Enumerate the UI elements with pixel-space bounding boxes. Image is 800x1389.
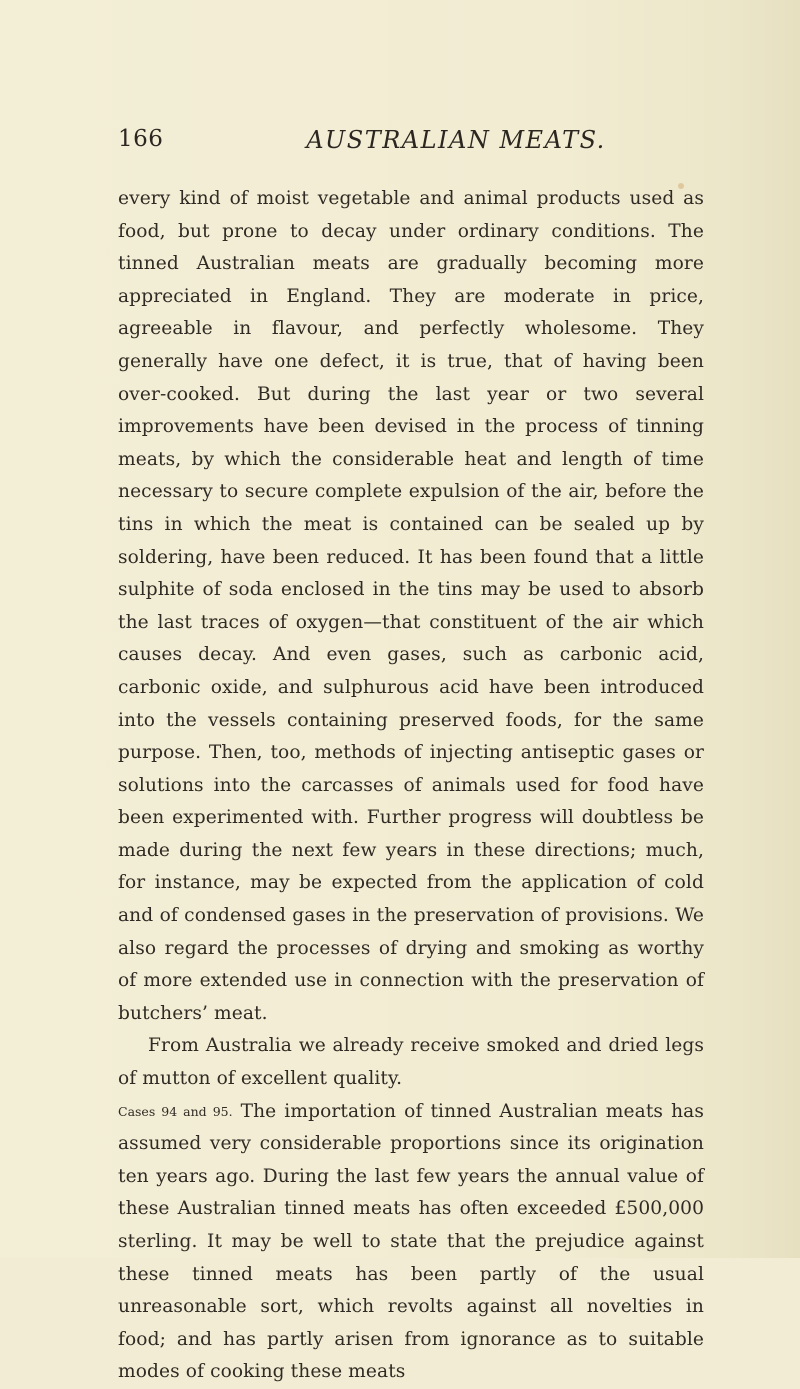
page-number: 166 — [118, 126, 164, 152]
running-head: AUSTRALIAN MEATS. — [306, 126, 606, 154]
body-text — [118, 183, 704, 1389]
paragraph: From Australia we already receive smoked and dried legs of mutton of excellent quality. — [118, 1035, 704, 1090]
side-note: Cases 94 and 95. — [118, 1103, 233, 1119]
page-header — [118, 126, 704, 166]
paragraph-with-side-note — [118, 1096, 704, 1389]
paragraph-text: The importation of tinned Australian meats has assumed very considerable proportions since its origination ten years ago. During the last few years the annual value of these Australian tinned meats has often exceeded £500,000 sterling. It may be well to state that the prejudice against these tinned meats has been partly of the usual unreasonable sort, which revolts against all novelties in food; and has partly arisen from ignorance as to suitable modes of cooking these meats — [118, 1100, 704, 1383]
paragraph: every kind of moist vegetable and animal products used as food, but prone to decay under ordinary conditions. The tinned Australian meats are gradually becoming more appreciated in England. They are moderate in price, agreeable in flavour, and perfectly wholesome. They generally have one defect, it is true, that of having been over-cooked. But during the last year or two several improvements have been devised in the process of tinning meats, by which the considerable heat and length of time necessary to secure complete expulsion of the air, before the tins in which the meat is contained can be sealed up by soldering, have been reduced. It has been found that a little sulphite of soda enclosed in the tins may be used to absorb the last traces of oxygen—that constituent of the air which causes decay. And even gases, such as carbonic acid, carbonic oxide, and sulphurous acid have been introduced into the vessels containing preserved foods, for the same purpose. Then, too, methods of injecting antiseptic gases or solutions into the carcasses of animals used for food have been experimented with. Further progress will doubtless be made during the next few years in these directions; much, for instance, may be expected from the application of cold and of condensed gases in the preservation of provisions. We also regard the processes of drying and smoking as worthy of more extended use in connection with the preservation of butchers’ meat. — [118, 188, 704, 1024]
